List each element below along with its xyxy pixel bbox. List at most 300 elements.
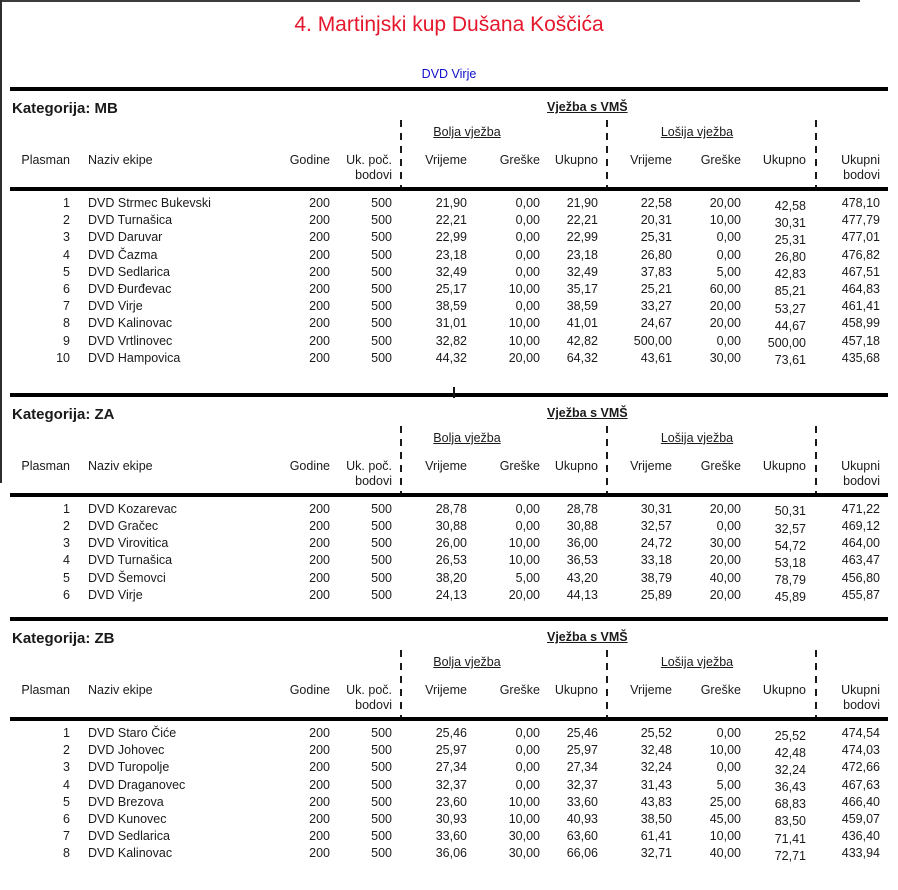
header-gap [741, 474, 806, 489]
cell-plasman: 2 [63, 213, 70, 228]
cell-uk-poc-bodovi: 500 [371, 333, 392, 348]
header-gap [806, 168, 824, 183]
header-gap [392, 459, 408, 474]
cell-greske-bolja: 10,00 [508, 811, 540, 826]
cell-greske-bolja: 20,00 [508, 587, 540, 602]
header-vrijeme-losija: Vrijeme [630, 683, 672, 697]
cell-vrijeme-losija: 43,83 [640, 794, 672, 809]
header-gap [10, 474, 70, 489]
cell-ukupno-bolja: 28,78 [566, 501, 598, 516]
cell-gap [806, 333, 824, 350]
header-ukupno-bolja: Ukupno [554, 458, 598, 473]
cell-uk-poc-bodovi: 500 [371, 350, 392, 365]
header-gap [615, 474, 672, 489]
cell-gap [806, 281, 824, 298]
cell-vrijeme-bolja: 28,78 [435, 501, 467, 516]
cell-vrijeme-losija: 500,00 [633, 333, 672, 348]
cell-plasman: 1 [63, 726, 70, 740]
table-row [10, 845, 888, 862]
cell-vrijeme-losija: 25,31 [640, 230, 672, 245]
cell-ukupni-bodovi: 474,03 [841, 743, 880, 758]
cell-greske-losija: 20,00 [709, 501, 741, 516]
cell-greske-losija: 0,00 [716, 333, 741, 348]
cell-vrijeme-bolja: 22,21 [435, 213, 467, 228]
header-greske-bolja: Greške [499, 153, 540, 167]
cell-uk-poc-bodovi: 500 [371, 519, 392, 534]
cell-gap [598, 742, 615, 759]
cell-greske-losija: 20,00 [709, 316, 741, 331]
cell-plasman: 8 [63, 316, 70, 331]
cell-gap [806, 298, 824, 315]
cell-uk-poc-bodovi: 500 [371, 553, 392, 568]
cell-greske-bolja: 30,00 [508, 829, 540, 844]
header-gap [392, 168, 408, 183]
header-ukupno-losija: Ukupno [762, 153, 806, 167]
header-gap [741, 698, 806, 713]
table-row [10, 570, 888, 587]
header-gap [467, 168, 540, 183]
cell-gap [392, 298, 408, 315]
table-rows [10, 497, 888, 604]
cell-greske-losija: 20,00 [709, 196, 741, 210]
header-gap [392, 474, 408, 489]
header-ukupno-bolja: Ukupno [554, 683, 598, 697]
cell-plasman: 8 [63, 846, 70, 861]
cell-vrijeme-bolja: 26,53 [435, 553, 467, 568]
cell-plasman: 6 [63, 281, 70, 296]
cell-gap [806, 195, 824, 212]
cell-vrijeme-bolja: 23,60 [435, 794, 467, 809]
category-label: Kategorija: MB [12, 100, 118, 117]
cell-ukupno-bolja: 33,60 [566, 794, 598, 809]
cell-gap [806, 315, 824, 332]
cell-gap [598, 725, 615, 742]
cell-godine: 200 [309, 536, 330, 551]
cell-godine: 200 [309, 230, 330, 245]
cell-godine: 200 [309, 213, 330, 228]
cell-ukupno-bolja: 30,88 [566, 519, 598, 534]
category-label: Kategorija: ZB [12, 630, 115, 647]
cell-naziv-ekipe: DVD Kalinovac [88, 846, 173, 861]
cell-greske-losija: 0,00 [716, 230, 741, 245]
cell-vrijeme-losija: 38,50 [640, 811, 672, 826]
header-gap [467, 474, 540, 489]
exercise-group-label: Vježba s VMŠ [547, 405, 628, 420]
cell-ukupni-bodovi: 467,51 [841, 264, 880, 279]
document-content [10, 87, 888, 863]
cell-ukupni-bodovi: 433,94 [841, 846, 880, 861]
header-greske-bolja: Greške [499, 458, 540, 473]
cell-greske-bolja: 0,00 [515, 299, 540, 314]
table-rows [10, 191, 888, 367]
cell-ukupno-losija: 26,80 [774, 250, 806, 265]
cell-gap [806, 794, 824, 811]
cell-uk-poc-bodovi: 500 [371, 811, 392, 826]
cell-gap [598, 794, 615, 811]
cell-ukupni-bodovi: 464,83 [841, 281, 880, 296]
cell-ukupno-bolja: 64,32 [566, 350, 598, 365]
cell-ukupno-losija: 42,58 [774, 198, 806, 213]
cell-naziv-ekipe: DVD Kozarevac [88, 501, 177, 516]
header-gap [598, 683, 615, 698]
cell-greske-bolja: 10,00 [508, 333, 540, 348]
cell-godine: 200 [309, 570, 330, 585]
cell-gap [392, 247, 408, 264]
cell-ukupno-bolja: 43,20 [566, 570, 598, 585]
cell-ukupno-losija: 54,72 [774, 538, 806, 553]
cell-vrijeme-losija: 20,31 [640, 213, 672, 228]
column-headers [10, 153, 888, 183]
cell-naziv-ekipe: DVD Kunovec [88, 811, 167, 826]
header-gap [392, 683, 408, 698]
cell-vrijeme-losija: 32,24 [640, 760, 672, 775]
cell-plasman: 5 [63, 570, 70, 585]
header-gap [598, 153, 615, 168]
cell-ukupni-bodovi: 472,66 [841, 760, 880, 775]
cell-ukupno-losija: 83,50 [774, 814, 806, 829]
cell-greske-losija: 60,00 [709, 281, 741, 296]
cell-gap [598, 333, 615, 350]
cell-greske-bolja: 10,00 [508, 536, 540, 551]
cell-uk-poc-bodovi: 500 [371, 264, 392, 279]
header-ukupno-losija: Ukupno [762, 458, 806, 473]
cell-gap [598, 212, 615, 229]
cell-gap [806, 535, 824, 552]
header-godine: Godine [289, 153, 330, 167]
table-row [10, 212, 888, 229]
cell-ukupni-bodovi: 435,68 [841, 350, 880, 365]
cell-ukupno-losija: 50,31 [774, 504, 806, 519]
header-gap [70, 474, 280, 489]
header-gap [598, 474, 615, 489]
cell-naziv-ekipe: DVD Gračec [88, 519, 159, 534]
cell-gap [806, 229, 824, 246]
cell-uk-poc-bodovi: 500 [371, 316, 392, 331]
worse-run-label: Lošija vježba [660, 430, 734, 445]
cell-ukupno-losija: 32,57 [774, 521, 806, 536]
table-row [10, 281, 888, 298]
header-godine: Godine [289, 683, 330, 697]
header-gap [408, 698, 467, 713]
header-plasman: Plasman [21, 458, 70, 473]
cell-vrijeme-bolja: 27,34 [435, 760, 467, 775]
exercise-group-label: Vježba s VMŠ [547, 630, 628, 644]
cell-gap [806, 587, 824, 604]
header-gap [10, 698, 70, 713]
window-edge-top [0, 0, 860, 2]
table-row [10, 315, 888, 332]
cell-vrijeme-bolja: 44,32 [435, 350, 467, 365]
header-naziv: Naziv ekipe [88, 153, 153, 167]
cell-plasman: 7 [63, 299, 70, 314]
table-header [10, 397, 888, 497]
table-rows [10, 721, 888, 863]
header-gap [806, 153, 824, 168]
header-gap [615, 698, 672, 713]
cell-plasman: 4 [63, 777, 70, 792]
cell-greske-bolja: 30,00 [508, 846, 540, 861]
cell-vrijeme-losija: 25,21 [640, 281, 672, 296]
cell-uk-poc-bodovi: 500 [371, 743, 392, 758]
cell-gap [392, 552, 408, 569]
cell-ukupno-losija: 72,71 [774, 848, 806, 863]
cell-plasman: 3 [63, 230, 70, 245]
cell-ukupni-bodovi: 477,01 [841, 230, 880, 245]
cell-gap [392, 828, 408, 845]
header-gap [672, 168, 741, 183]
table-row [10, 725, 888, 742]
cell-vrijeme-bolja: 26,00 [435, 536, 467, 551]
header-gap [467, 698, 540, 713]
table-row [10, 501, 888, 518]
category-label: Kategorija: ZA [12, 405, 115, 423]
cell-greske-bolja: 10,00 [508, 281, 540, 296]
cell-naziv-ekipe: DVD Đurđevac [88, 281, 172, 296]
header-ukupni: Ukupni [841, 458, 880, 473]
cell-ukupni-bodovi: 469,12 [841, 519, 880, 534]
cell-vrijeme-bolja: 36,06 [435, 846, 467, 861]
column-headers [10, 683, 888, 713]
cell-vrijeme-losija: 25,52 [640, 726, 672, 740]
cell-plasman: 10 [56, 350, 70, 365]
cell-ukupno-bolja: 40,93 [566, 811, 598, 826]
table-row [10, 229, 888, 246]
cell-ukupni-bodovi: 464,00 [841, 536, 880, 551]
cell-ukupni-bodovi: 463,47 [841, 553, 880, 568]
cell-gap [598, 828, 615, 845]
cell-greske-bolja: 0,00 [515, 230, 540, 245]
header-gap [280, 474, 330, 489]
cell-greske-bolja: 10,00 [508, 316, 540, 331]
cell-uk-poc-bodovi: 500 [371, 777, 392, 792]
cell-uk-poc-bodovi: 500 [371, 247, 392, 262]
cell-ukupno-bolja: 63,60 [566, 829, 598, 844]
cell-naziv-ekipe: DVD Hampovica [88, 350, 181, 365]
header-vrijeme-losija: Vrijeme [630, 153, 672, 167]
cell-plasman: 7 [63, 829, 70, 844]
cell-godine: 200 [309, 829, 330, 844]
cell-gap [598, 759, 615, 776]
cell-greske-losija: 0,00 [716, 726, 741, 740]
header-gap [408, 474, 467, 489]
cell-ukupni-bodovi: 458,99 [841, 316, 880, 331]
better-run-label: Bolja vježba [433, 125, 501, 139]
cell-gap [392, 535, 408, 552]
cell-gap [806, 777, 824, 794]
cell-greske-bolja: 0,00 [515, 501, 540, 516]
header-ukupni-bodovi: bodovi [843, 168, 880, 182]
cell-gap [392, 587, 408, 604]
cell-godine: 200 [309, 777, 330, 792]
cell-vrijeme-bolja: 23,18 [435, 247, 467, 262]
cell-vrijeme-losija: 25,89 [640, 587, 672, 602]
cell-gap [598, 350, 615, 367]
cell-gap [392, 518, 408, 535]
cell-vrijeme-losija: 30,31 [640, 501, 672, 516]
table-row [10, 195, 888, 212]
cell-ukupno-losija: 53,18 [774, 555, 806, 570]
cell-greske-losija: 5,00 [716, 777, 741, 792]
table-row [10, 794, 888, 811]
cell-ukupno-losija: 32,24 [774, 762, 806, 777]
cell-gap [392, 845, 408, 862]
cell-uk-poc-bodovi: 500 [371, 299, 392, 314]
cell-greske-losija: 10,00 [709, 829, 741, 844]
cell-greske-bolja: 0,00 [515, 760, 540, 775]
cell-godine: 200 [309, 247, 330, 262]
cell-vrijeme-bolja: 30,88 [435, 519, 467, 534]
cell-gap [392, 229, 408, 246]
header-gap [392, 698, 408, 713]
cell-greske-losija: 40,00 [709, 846, 741, 861]
cell-uk-poc-bodovi: 500 [371, 213, 392, 228]
header-gap [806, 698, 824, 713]
cell-naziv-ekipe: DVD Turopolje [88, 760, 170, 775]
cell-uk-poc-bodovi: 500 [371, 230, 392, 245]
cell-naziv-ekipe: DVD Johovec [88, 743, 165, 758]
table-row [10, 535, 888, 552]
cell-vrijeme-bolja: 32,82 [435, 333, 467, 348]
table-header [10, 621, 888, 721]
cell-gap [806, 742, 824, 759]
cell-vrijeme-bolja: 33,60 [435, 829, 467, 844]
cell-greske-losija: 20,00 [709, 553, 741, 568]
cell-godine: 200 [309, 794, 330, 809]
cell-ukupno-losija: 42,83 [774, 267, 806, 282]
cell-greske-losija: 20,00 [709, 299, 741, 314]
column-header-row [10, 683, 888, 698]
cell-vrijeme-losija: 38,79 [640, 570, 672, 585]
cell-naziv-ekipe: DVD Virje [88, 587, 143, 602]
cell-godine: 200 [309, 811, 330, 826]
category-section [10, 393, 888, 604]
cell-ukupno-bolja: 38,59 [566, 299, 598, 314]
cell-gap [392, 811, 408, 828]
cell-greske-bolja: 0,00 [515, 196, 540, 210]
cell-ukupno-bolja: 42,82 [566, 333, 598, 348]
cell-plasman: 4 [63, 553, 70, 568]
table-row [10, 333, 888, 350]
cell-greske-bolja: 5,00 [515, 570, 540, 585]
header-godine: Godine [289, 458, 330, 473]
cell-godine: 200 [309, 519, 330, 534]
cell-gap [392, 570, 408, 587]
cell-ukupno-losija: 78,79 [774, 573, 806, 588]
cell-uk-poc-bodovi: 500 [371, 570, 392, 585]
cell-uk-poc-bodovi: 500 [371, 501, 392, 516]
page-title: 4. Martinjski kup Dušana Koščića [294, 13, 604, 36]
organizer-name: DVD Virje [421, 67, 477, 81]
cell-plasman: 6 [63, 811, 70, 826]
cell-gap [806, 264, 824, 281]
header-uk-poc: Uk. poč. [346, 458, 392, 473]
header-gap [598, 698, 615, 713]
header-ukupni: Ukupni [841, 683, 880, 697]
header-gap [672, 698, 741, 713]
cell-gap [598, 552, 615, 569]
cell-vrijeme-losija: 32,48 [640, 743, 672, 758]
better-run-label: Bolja vježba [433, 430, 501, 445]
column-header-row [10, 459, 888, 474]
cell-naziv-ekipe: DVD Strmec Bukevski [88, 196, 211, 210]
cell-gap [806, 501, 824, 518]
cell-ukupno-losija: 500,00 [767, 336, 806, 350]
cell-greske-bolja: 0,00 [515, 264, 540, 279]
table-row [10, 828, 888, 845]
cell-godine: 200 [309, 726, 330, 740]
header-greske-losija: Greške [700, 683, 741, 697]
table-row [10, 247, 888, 264]
cell-plasman: 6 [63, 587, 70, 602]
cell-naziv-ekipe: DVD Vrtlinovec [88, 333, 173, 348]
cell-ukupni-bodovi: 478,10 [841, 196, 880, 210]
cell-vrijeme-losija: 33,18 [640, 553, 672, 568]
cell-gap [806, 845, 824, 862]
cell-uk-poc-bodovi: 500 [371, 846, 392, 861]
table-row [10, 518, 888, 535]
cell-gap [598, 777, 615, 794]
cell-greske-losija: 0,00 [716, 760, 741, 775]
cell-ukupno-losija: 71,41 [774, 831, 806, 846]
cell-godine: 200 [309, 316, 330, 331]
header-naziv: Naziv ekipe [88, 458, 153, 473]
cell-godine: 200 [309, 299, 330, 314]
cell-gap [806, 350, 824, 367]
cell-uk-poc-bodovi: 500 [371, 587, 392, 602]
header-vrijeme-bolja: Vrijeme [425, 458, 467, 473]
header-plasman: Plasman [21, 153, 70, 167]
cell-greske-bolja: 0,00 [515, 519, 540, 534]
cell-ukupno-bolja: 25,46 [566, 726, 598, 740]
table-row [10, 811, 888, 828]
header-greske-losija: Greške [700, 458, 741, 473]
cell-gap [392, 794, 408, 811]
cell-gap [392, 350, 408, 367]
cell-ukupno-losija: 44,67 [774, 318, 806, 333]
cell-plasman: 5 [63, 794, 70, 809]
header-vrijeme-bolja: Vrijeme [425, 153, 467, 167]
cell-greske-bolja: 0,00 [515, 743, 540, 758]
header-gap [392, 153, 408, 168]
cell-greske-losija: 30,00 [709, 350, 741, 365]
cell-greske-losija: 10,00 [709, 743, 741, 758]
cell-gap [598, 195, 615, 212]
cell-gap [392, 501, 408, 518]
header-uk-poc-bodovi: bodovi [355, 698, 392, 712]
cell-naziv-ekipe: DVD Turnašica [88, 553, 173, 568]
cell-naziv-ekipe: DVD Čazma [88, 247, 158, 262]
header-greske-bolja: Greške [499, 683, 540, 697]
cell-naziv-ekipe: DVD Staro Čiće [88, 726, 177, 740]
cell-greske-losija: 30,00 [709, 536, 741, 551]
cell-vrijeme-losija: 24,72 [640, 536, 672, 551]
cell-ukupni-bodovi: 457,18 [841, 333, 880, 348]
cell-gap [392, 725, 408, 742]
header-vrijeme-losija: Vrijeme [630, 458, 672, 473]
cell-gap [806, 828, 824, 845]
cell-plasman: 1 [63, 196, 70, 210]
cell-gap [806, 811, 824, 828]
cell-ukupno-bolja: 21,90 [566, 196, 598, 210]
cell-naziv-ekipe: DVD Brezova [88, 794, 164, 809]
cell-naziv-ekipe: DVD Sedlarica [88, 829, 170, 844]
cell-gap [598, 535, 615, 552]
column-header-row-2 [10, 168, 888, 183]
cell-gap [598, 298, 615, 315]
cell-vrijeme-bolja: 25,46 [435, 726, 467, 740]
worse-run-label: Lošija vježba [660, 655, 734, 669]
cell-naziv-ekipe: DVD Draganovec [88, 777, 186, 792]
